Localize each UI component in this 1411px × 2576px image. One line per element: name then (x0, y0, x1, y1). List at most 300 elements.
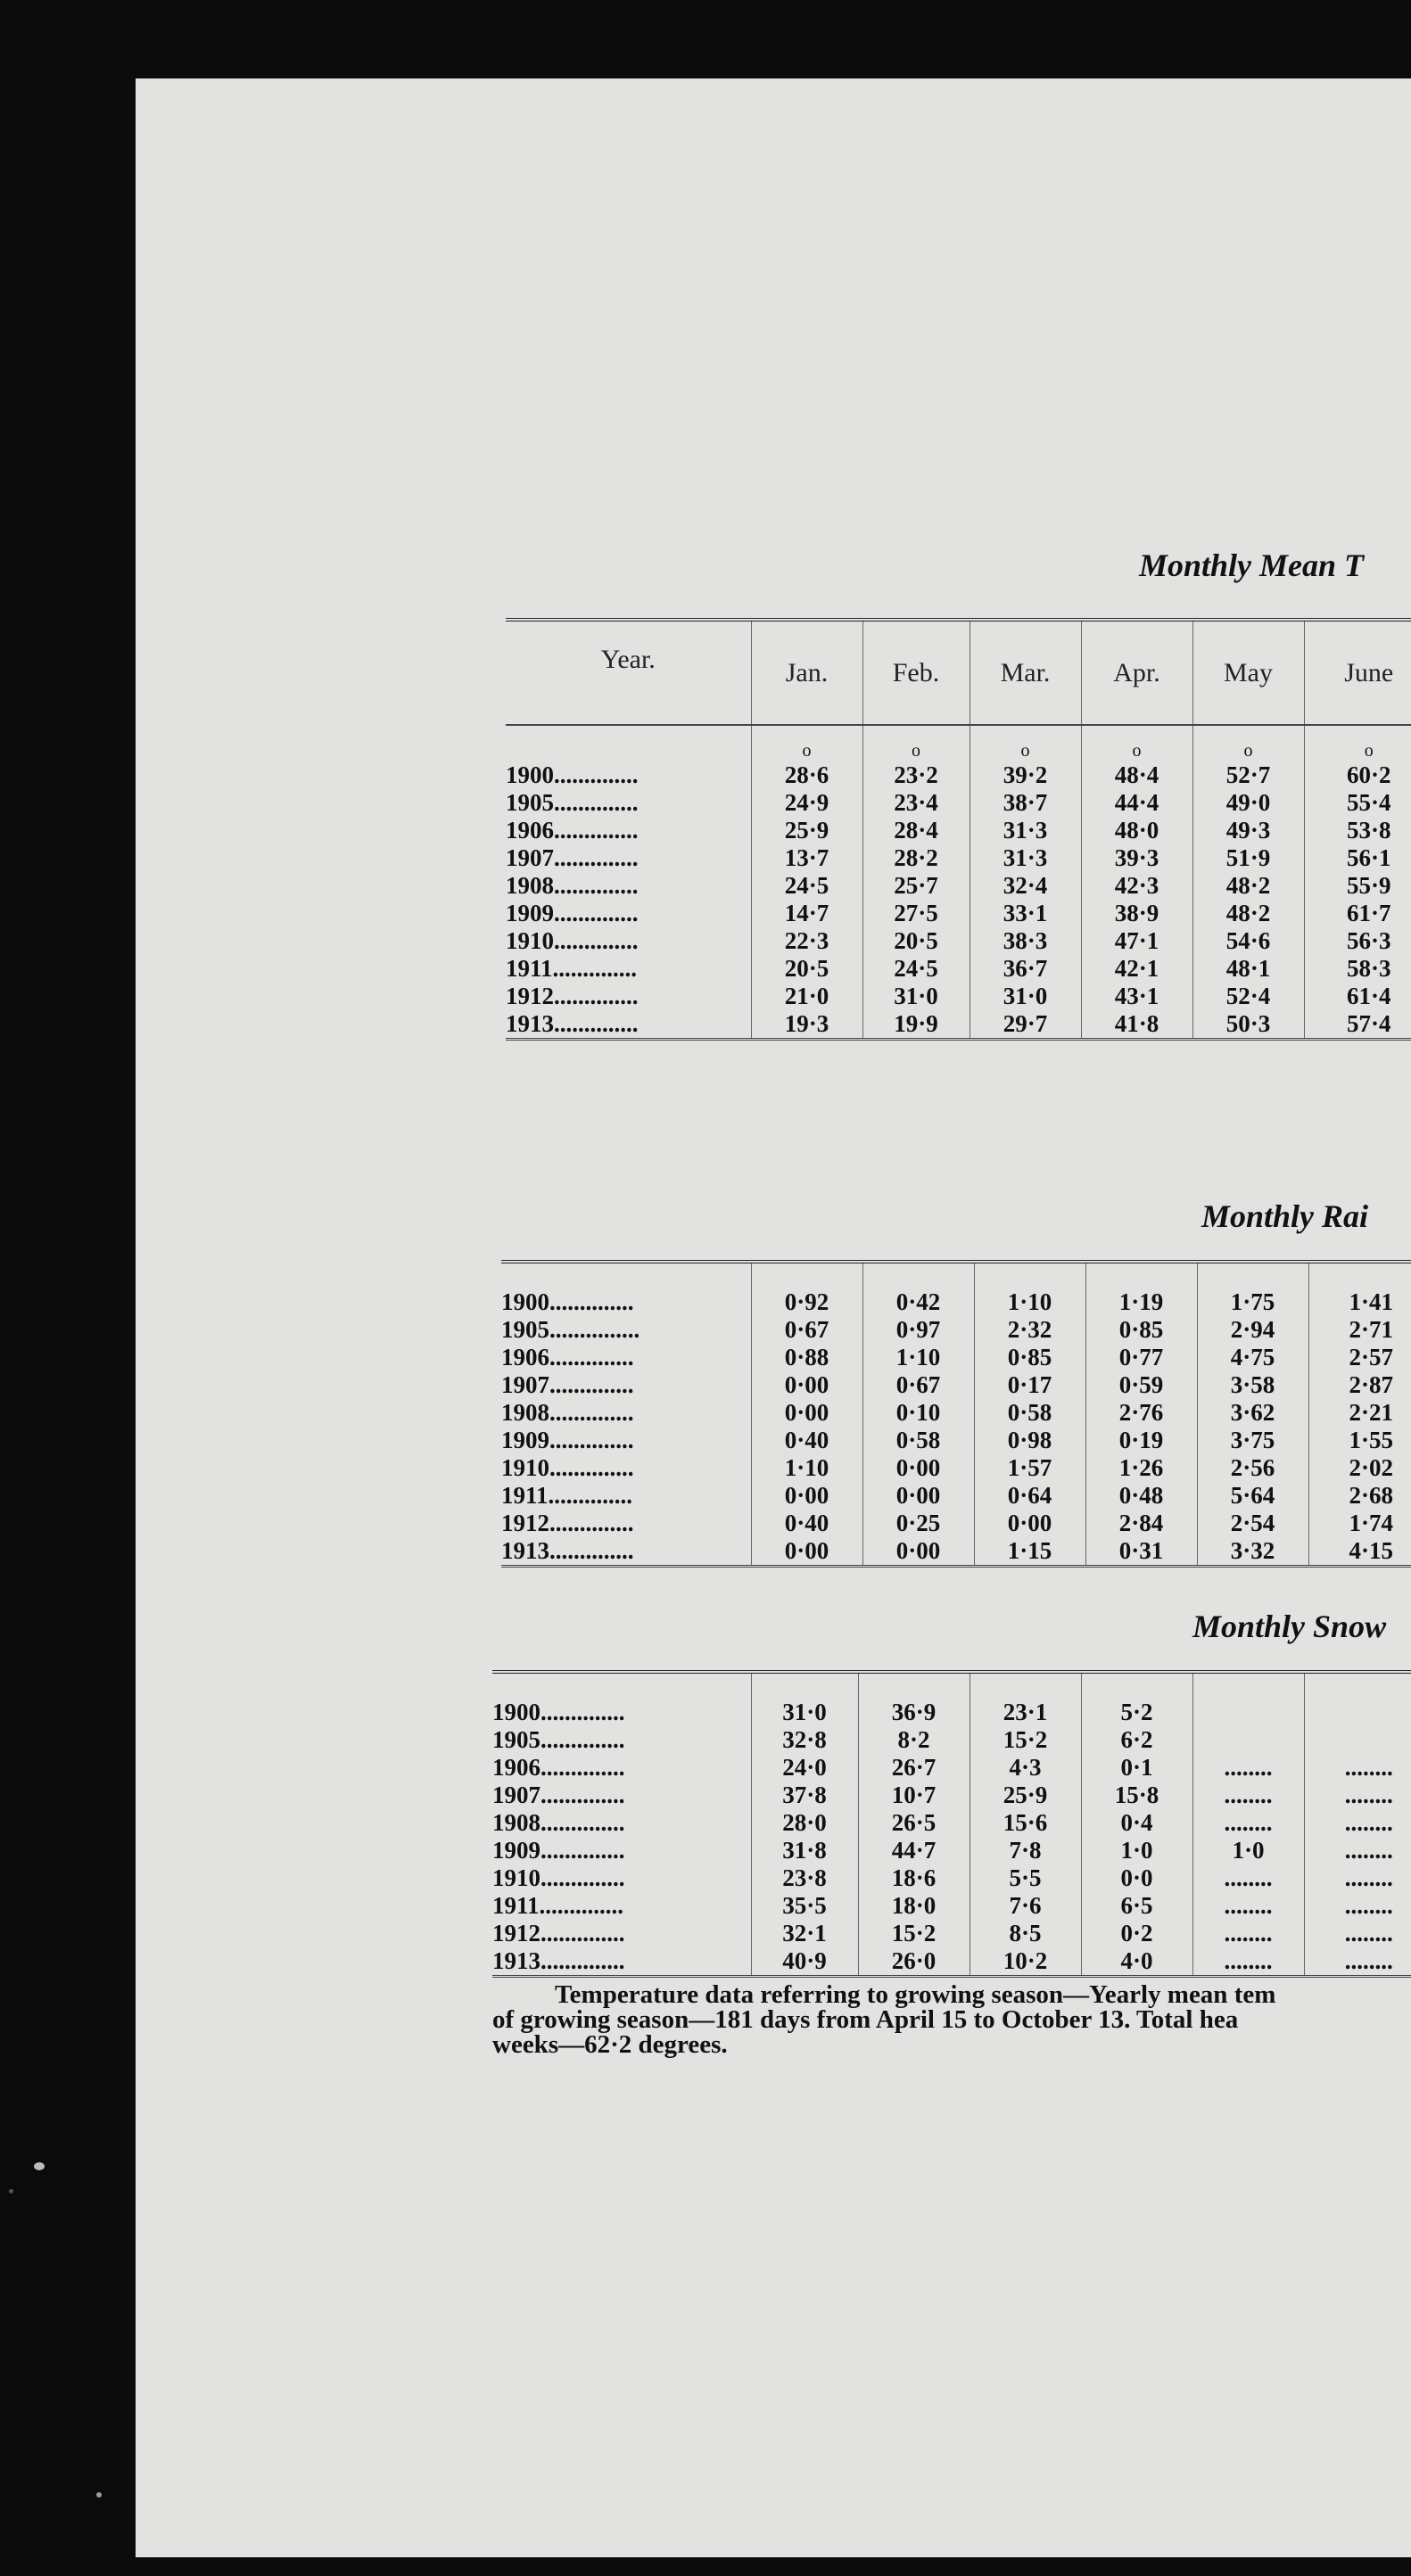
degree-mark: o (970, 725, 1081, 761)
value-cell: 15·2 (858, 1920, 970, 1947)
year-value: 1909 (506, 900, 554, 926)
year-value: 1910 (492, 1864, 540, 1891)
value-cell: 26·0 (858, 1947, 970, 1977)
value-cell: 0·00 (862, 1454, 974, 1482)
leader-dots: .............. (549, 1537, 634, 1564)
value-cell: 0·17 (974, 1371, 1085, 1399)
value-cell: 1·0 (1081, 1837, 1192, 1864)
value-cell: 32·8 (751, 1726, 858, 1754)
value-cell: 0·10 (862, 1399, 974, 1427)
value-cell: 1·19 (1085, 1288, 1197, 1316)
snowfall-table (492, 1670, 1411, 1978)
degree-mark: o (1192, 725, 1304, 761)
scan-speck (34, 2162, 45, 2170)
value-cell: 8·5 (970, 1920, 1081, 1947)
value-cell: 2·76 (1085, 1399, 1197, 1427)
jan-header: Jan. (751, 620, 862, 725)
table-row (501, 1288, 1411, 1316)
table-row (506, 955, 1411, 983)
year-cell (492, 1726, 751, 1754)
year-value: 1913 (501, 1537, 549, 1564)
degree-mark: o (862, 725, 970, 761)
leader-dots: .............. (554, 900, 639, 926)
temperature-table (506, 618, 1411, 1041)
table-row (506, 817, 1411, 844)
year-cell (506, 1010, 751, 1040)
leader-dots: .............. (552, 955, 638, 982)
value-cell: 24·9 (751, 789, 862, 817)
year-value: 1910 (506, 927, 554, 954)
value-cell: 61·4 (1304, 983, 1411, 1010)
year-cell (492, 1864, 751, 1892)
value-cell: 4·75 (1197, 1344, 1308, 1371)
year-cell (492, 1809, 751, 1837)
leader-dots: .............. (554, 844, 639, 871)
year-cell (492, 1699, 751, 1726)
value-cell: 48·0 (1081, 817, 1192, 844)
value-cell: 54·6 (1192, 927, 1304, 955)
value-cell: 48·1 (1192, 955, 1304, 983)
value-cell: 0·97 (862, 1316, 974, 1344)
year-value: 1909 (501, 1427, 549, 1453)
leader-dots: ............... (549, 1316, 640, 1343)
leader-dots: .............. (540, 1837, 625, 1864)
value-cell: 52·4 (1192, 983, 1304, 1010)
leader-dots: .............. (540, 1809, 625, 1836)
value-cell: 15·8 (1081, 1782, 1192, 1809)
value-cell: 0·58 (974, 1399, 1085, 1427)
year-value: 1908 (501, 1399, 549, 1426)
leader-dots: .............. (554, 817, 639, 844)
value-cell: 0·00 (974, 1510, 1085, 1537)
year-value: 1910 (501, 1454, 549, 1481)
value-cell: 0·25 (862, 1510, 974, 1537)
leader-dots: .............. (540, 1947, 625, 1974)
value-cell: 49·3 (1192, 817, 1304, 844)
value-cell: 0·00 (751, 1371, 862, 1399)
value-cell: 2·21 (1308, 1399, 1411, 1427)
mar-header: Mar. (970, 620, 1081, 725)
leader-dots: .............. (549, 1344, 634, 1370)
year-value: 1906 (492, 1754, 540, 1781)
year-value: 1907 (506, 844, 554, 871)
year-cell (501, 1537, 751, 1567)
year-cell (501, 1482, 751, 1510)
table-row (492, 1892, 1411, 1920)
value-cell: 42·3 (1081, 872, 1192, 900)
value-cell: 18·6 (858, 1864, 970, 1892)
value-cell (1304, 1726, 1411, 1754)
year-value: 1909 (492, 1837, 540, 1864)
value-cell: ........ (1304, 1837, 1411, 1864)
value-cell: 0·58 (862, 1427, 974, 1454)
value-cell (1192, 1699, 1304, 1726)
value-cell: 38·3 (970, 927, 1081, 955)
value-cell (1304, 1699, 1411, 1726)
year-cell (506, 983, 751, 1010)
temperature-caption: Monthly Mean T (1139, 547, 1365, 583)
table-row (506, 872, 1411, 900)
year-cell (506, 900, 751, 927)
value-cell: 0·00 (751, 1399, 862, 1427)
value-cell: 2·84 (1085, 1510, 1197, 1537)
value-cell: 1·10 (862, 1344, 974, 1371)
value-cell: 61·7 (1304, 900, 1411, 927)
value-cell: 13·7 (751, 844, 862, 872)
value-cell: ........ (1192, 1947, 1304, 1977)
table-row (492, 1864, 1411, 1892)
value-cell: 1·75 (1197, 1288, 1308, 1316)
value-cell: 32·1 (751, 1920, 858, 1947)
year-cell (506, 844, 751, 872)
year-cell (501, 1288, 751, 1316)
value-cell: 40·9 (751, 1947, 858, 1977)
value-cell: 0·59 (1085, 1371, 1197, 1399)
year-cell (506, 817, 751, 844)
value-cell: 0·00 (751, 1537, 862, 1567)
value-cell: 58·3 (1304, 955, 1411, 983)
value-cell: 1·57 (974, 1454, 1085, 1482)
year-cell (492, 1837, 751, 1864)
value-cell: 23·4 (862, 789, 970, 817)
value-cell: 56·1 (1304, 844, 1411, 872)
value-cell: 27·5 (862, 900, 970, 927)
value-cell: ........ (1304, 1809, 1411, 1837)
year-cell (492, 1782, 751, 1809)
year-value: 1900 (506, 761, 554, 788)
year-cell (492, 1947, 751, 1977)
rainfall-caption: Monthly Rai (1201, 1198, 1369, 1234)
value-cell: 2·71 (1308, 1316, 1411, 1344)
year-cell (506, 761, 751, 789)
value-cell: 25·7 (862, 872, 970, 900)
value-cell: 2·57 (1308, 1344, 1411, 1371)
value-cell: 44·4 (1081, 789, 1192, 817)
value-cell: 1·41 (1308, 1288, 1411, 1316)
table-row (501, 1316, 1411, 1344)
value-cell: 2·94 (1197, 1316, 1308, 1344)
table-row (506, 844, 1411, 872)
year-cell (501, 1371, 751, 1399)
table-row (506, 761, 1411, 789)
leader-dots: .............. (554, 983, 639, 1009)
value-cell: 21·0 (751, 983, 862, 1010)
value-cell: 1·10 (974, 1288, 1085, 1316)
value-cell: 0·67 (751, 1316, 862, 1344)
value-cell: 5·2 (1081, 1699, 1192, 1726)
value-cell: ........ (1304, 1920, 1411, 1947)
year-cell (501, 1399, 751, 1427)
table-row (506, 983, 1411, 1010)
value-cell: ........ (1192, 1920, 1304, 1947)
value-cell: 0·92 (751, 1288, 862, 1316)
leader-dots: .............. (554, 1010, 639, 1037)
year-value: 1913 (492, 1947, 540, 1974)
value-cell: 25·9 (751, 817, 862, 844)
year-cell (501, 1454, 751, 1482)
value-cell: 0·42 (862, 1288, 974, 1316)
may-header: May (1192, 620, 1304, 725)
value-cell: 8·2 (858, 1726, 970, 1754)
value-cell: 51·9 (1192, 844, 1304, 872)
snowfall-top-rule (492, 1672, 1411, 1699)
year-cell (506, 927, 751, 955)
value-cell: 0·64 (974, 1482, 1085, 1510)
table-row (501, 1482, 1411, 1510)
value-cell (1192, 1726, 1304, 1754)
value-cell: 1·15 (974, 1537, 1085, 1567)
year-cell (506, 872, 751, 900)
leader-dots: .............. (548, 1482, 633, 1509)
value-cell: 7·8 (970, 1837, 1081, 1864)
value-cell: 23·1 (970, 1699, 1081, 1726)
value-cell: ........ (1304, 1947, 1411, 1977)
year-value: 1905 (492, 1726, 540, 1753)
degree-mark: o (1304, 725, 1411, 761)
value-cell: ........ (1192, 1754, 1304, 1782)
degree-mark: o (751, 725, 862, 761)
value-cell: 28·2 (862, 844, 970, 872)
value-cell: 28·6 (751, 761, 862, 789)
temperature-header-row (506, 620, 1411, 725)
value-cell: 0·0 (1081, 1864, 1192, 1892)
year-cell (506, 955, 751, 983)
table-row (506, 1010, 1411, 1040)
value-cell: 2·54 (1197, 1510, 1308, 1537)
table-row (506, 789, 1411, 817)
year-cell (492, 1754, 751, 1782)
value-cell: ........ (1192, 1864, 1304, 1892)
value-cell: 50·3 (1192, 1010, 1304, 1040)
value-cell: 1·10 (751, 1454, 862, 1482)
scan-speck (9, 2189, 13, 2193)
value-cell: 19·3 (751, 1010, 862, 1040)
value-cell: 10·7 (858, 1782, 970, 1809)
value-cell: ........ (1304, 1782, 1411, 1809)
rainfall-body (501, 1262, 1411, 1567)
value-cell: ........ (1192, 1892, 1304, 1920)
value-cell: 0·98 (974, 1427, 1085, 1454)
value-cell: 32·4 (970, 872, 1081, 900)
snowfall-caption: Monthly Snow (1192, 1609, 1387, 1644)
leader-dots: .............. (549, 1454, 634, 1481)
value-cell: 0·31 (1085, 1537, 1197, 1567)
scan-speck (96, 2492, 102, 2498)
year-cell (501, 1344, 751, 1371)
value-cell: 24·5 (862, 955, 970, 983)
leader-dots: .............. (554, 872, 639, 899)
value-cell: ........ (1304, 1864, 1411, 1892)
value-cell: 56·3 (1304, 927, 1411, 955)
table-row (501, 1344, 1411, 1371)
value-cell: ........ (1192, 1782, 1304, 1809)
year-cell (501, 1427, 751, 1454)
value-cell: 57·4 (1304, 1010, 1411, 1040)
table-row (501, 1399, 1411, 1427)
value-cell: 55·4 (1304, 789, 1411, 817)
value-cell: 0·1 (1081, 1754, 1192, 1782)
value-cell: 0·2 (1081, 1920, 1192, 1947)
table-row (506, 900, 1411, 927)
value-cell: 24·5 (751, 872, 862, 900)
value-cell: 20·5 (751, 955, 862, 983)
leader-dots: .............. (540, 1864, 625, 1891)
leader-dots: .............. (540, 1726, 625, 1753)
value-cell: 28·4 (862, 817, 970, 844)
value-cell: 0·00 (751, 1482, 862, 1510)
value-cell: 52·7 (1192, 761, 1304, 789)
value-cell: 2·68 (1308, 1482, 1411, 1510)
value-cell: 60·2 (1304, 761, 1411, 789)
value-cell: 15·6 (970, 1809, 1081, 1837)
value-cell: 5·64 (1197, 1482, 1308, 1510)
year-value: 1905 (501, 1316, 549, 1343)
document-page (136, 78, 1411, 2557)
value-cell: 6·2 (1081, 1726, 1192, 1754)
value-cell: 29·7 (970, 1010, 1081, 1040)
value-cell: 2·87 (1308, 1371, 1411, 1399)
value-cell: 15·2 (970, 1726, 1081, 1754)
value-cell: 19·9 (862, 1010, 970, 1040)
value-cell: 0·48 (1085, 1482, 1197, 1510)
year-value: 1912 (506, 983, 554, 1009)
year-cell (506, 789, 751, 817)
snowfall-body (492, 1672, 1411, 1977)
value-cell: 37·8 (751, 1782, 858, 1809)
value-cell: 38·9 (1081, 900, 1192, 927)
year-value: 1908 (506, 872, 554, 899)
value-cell: 0·19 (1085, 1427, 1197, 1454)
year-cell (492, 1920, 751, 1947)
value-cell: 48·4 (1081, 761, 1192, 789)
value-cell: ........ (1192, 1809, 1304, 1837)
value-cell: 44·7 (858, 1837, 970, 1864)
value-cell: 42·1 (1081, 955, 1192, 983)
leader-dots: .............. (549, 1510, 634, 1536)
leader-dots: .............. (549, 1427, 634, 1453)
value-cell: 55·9 (1304, 872, 1411, 900)
leader-dots: .............. (540, 1782, 625, 1808)
table-row (492, 1920, 1411, 1947)
value-cell: 10·2 (970, 1947, 1081, 1977)
feb-header: Feb. (862, 620, 970, 725)
value-cell: 1·74 (1308, 1510, 1411, 1537)
table-row (506, 927, 1411, 955)
value-cell: 53·8 (1304, 817, 1411, 844)
value-cell: 0·00 (862, 1537, 974, 1567)
value-cell: 0·77 (1085, 1344, 1197, 1371)
year-value: 1906 (506, 817, 554, 844)
year-value: 1905 (506, 789, 554, 816)
value-cell: 14·7 (751, 900, 862, 927)
year-cell (501, 1316, 751, 1344)
table-row (492, 1782, 1411, 1809)
value-cell: 48·2 (1192, 872, 1304, 900)
growing-season-note (492, 1982, 1411, 2057)
value-cell: 0·67 (862, 1371, 974, 1399)
value-cell: 7·6 (970, 1892, 1081, 1920)
value-cell: 38·7 (970, 789, 1081, 817)
value-cell: 48·2 (1192, 900, 1304, 927)
leader-dots: .............. (549, 1288, 634, 1315)
value-cell: 0·85 (974, 1344, 1085, 1371)
value-cell: 2·02 (1308, 1454, 1411, 1482)
value-cell: 23·2 (862, 761, 970, 789)
year-value: 1911 (506, 955, 553, 982)
year-value: 1911 (492, 1892, 540, 1919)
value-cell: 25·9 (970, 1782, 1081, 1809)
value-cell: 47·1 (1081, 927, 1192, 955)
value-cell: 0·85 (1085, 1316, 1197, 1344)
value-cell: 0·40 (751, 1427, 862, 1454)
value-cell: 26·7 (858, 1754, 970, 1782)
note-text: Temperature data referring to growing season—Yearly mean tem of growing season—181 days from April 15 to October 13. Total hea weeks—62·2 degrees. (492, 1980, 1276, 2059)
value-cell: 36·9 (858, 1699, 970, 1726)
year-cell (501, 1510, 751, 1537)
value-cell: 41·8 (1081, 1010, 1192, 1040)
table-row (501, 1427, 1411, 1454)
value-cell: 4·0 (1081, 1947, 1192, 1977)
value-cell: 4·15 (1308, 1537, 1411, 1567)
leader-dots: .............. (549, 1399, 634, 1426)
year-value: 1907 (492, 1782, 540, 1808)
value-cell: 39·3 (1081, 844, 1192, 872)
value-cell: 22·3 (751, 927, 862, 955)
value-cell: 24·0 (751, 1754, 858, 1782)
table-row (501, 1537, 1411, 1567)
leader-dots: .............. (540, 1699, 625, 1725)
value-cell: 5·5 (970, 1864, 1081, 1892)
table-row (501, 1454, 1411, 1482)
year-value: 1900 (492, 1699, 540, 1725)
degree-row (506, 725, 1411, 761)
value-cell: 3·62 (1197, 1399, 1308, 1427)
value-cell: 2·32 (974, 1316, 1085, 1344)
value-cell: 6·5 (1081, 1892, 1192, 1920)
value-cell: ........ (1304, 1892, 1411, 1920)
table-row (492, 1699, 1411, 1726)
leader-dots: .............. (540, 1754, 625, 1781)
june-header: June (1304, 620, 1411, 725)
year-value: 1911 (501, 1482, 549, 1509)
year-value: 1900 (501, 1288, 549, 1315)
value-cell: 4·3 (970, 1754, 1081, 1782)
value-cell: 3·58 (1197, 1371, 1308, 1399)
value-cell: 36·7 (970, 955, 1081, 983)
year-header: Year. (600, 644, 656, 674)
year-value: 1907 (501, 1371, 549, 1398)
value-cell: 31·0 (862, 983, 970, 1010)
rainfall-top-rule (501, 1262, 1411, 1288)
table-row (492, 1809, 1411, 1837)
table-row (492, 1726, 1411, 1754)
table-row (501, 1371, 1411, 1399)
value-cell: 1·26 (1085, 1454, 1197, 1482)
table-row (492, 1837, 1411, 1864)
rainfall-table (501, 1260, 1411, 1568)
value-cell: 28·0 (751, 1809, 858, 1837)
leader-dots: .............. (540, 1920, 625, 1946)
year-value: 1906 (501, 1344, 549, 1370)
table-row (492, 1947, 1411, 1977)
value-cell: 31·3 (970, 817, 1081, 844)
leader-dots: .............. (554, 927, 639, 954)
value-cell: 26·5 (858, 1809, 970, 1837)
value-cell: 31·3 (970, 844, 1081, 872)
value-cell: 3·32 (1197, 1537, 1308, 1567)
value-cell: 31·0 (970, 983, 1081, 1010)
leader-dots: .............. (554, 789, 639, 816)
